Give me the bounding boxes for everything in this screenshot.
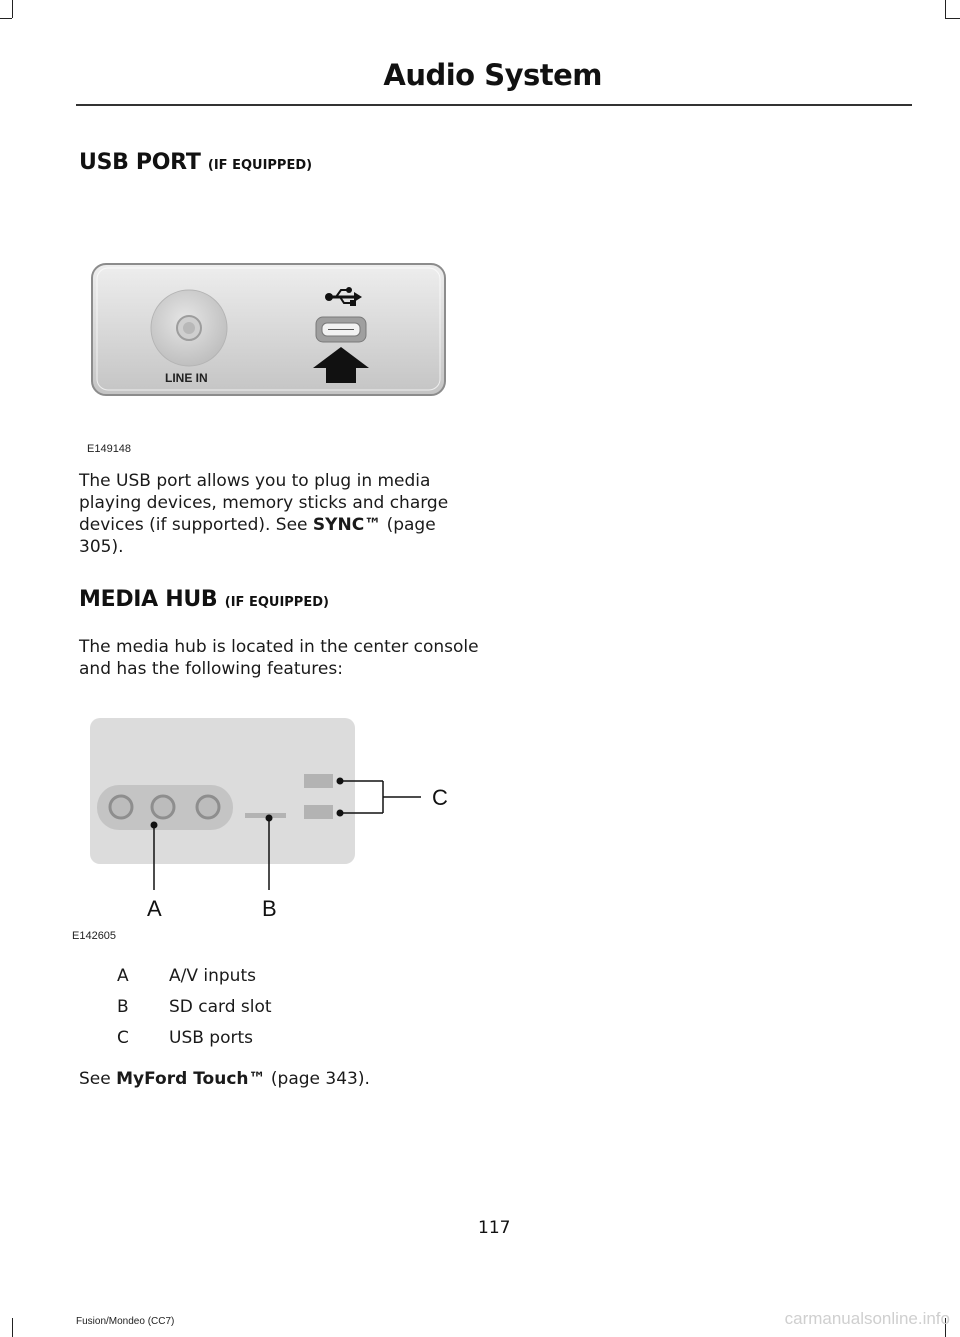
myford-touch-reference: [79, 1068, 479, 1090]
legend-text: SD card slot: [169, 997, 272, 1017]
page-number: 117: [478, 1218, 511, 1238]
usb-panel: [92, 264, 445, 395]
legend-letter: A: [117, 966, 129, 986]
crop-mark-top-right-v: [945, 0, 946, 18]
line-in-jack: [151, 290, 227, 366]
usb-port-description: [79, 470, 479, 558]
legend-text: A/V inputs: [169, 966, 256, 986]
see-page: (page 343).: [265, 1069, 370, 1089]
watermark: carmanualsonline.info: [784, 1309, 950, 1328]
legend-text: USB ports: [169, 1028, 254, 1048]
media-figure-code: E142605: [72, 930, 117, 942]
media-hub-intro: The media hub is located in the center console and has the following features:: [79, 637, 479, 679]
usb-socket: [316, 317, 366, 342]
callout-c: C: [432, 785, 448, 810]
av-input-jacks: [110, 796, 219, 818]
media-hub-figure: [85, 712, 465, 922]
sd-card-slot: [245, 813, 286, 818]
myford-touch-link: MyFord Touch™: [116, 1069, 266, 1089]
line-in-label: LINE IN: [165, 371, 208, 385]
crop-mark-top-left-h: [0, 18, 12, 19]
header-divider: [76, 104, 912, 106]
page-header-title: Audio System: [383, 58, 602, 92]
usb-port-heading: [79, 150, 312, 175]
media-hub-title: MEDIA HUB: [79, 587, 218, 612]
media-hub-heading: [79, 587, 329, 612]
crop-mark-top-left-v: [12, 0, 13, 18]
see-text: See: [79, 1069, 117, 1089]
crop-mark-top-right-h: [945, 18, 960, 19]
usb-port-lower: [304, 805, 333, 819]
sync-reference: SYNC™: [312, 515, 382, 535]
legend-letter: C: [117, 1028, 129, 1048]
usb-desc-text: The USB port allows you to plug in media playing devices, memory sticks and charge devices (if supported). See: [79, 471, 449, 535]
crop-mark-bottom-left-v: [12, 1318, 13, 1337]
usb-figure-code: E149148: [87, 443, 132, 455]
footer-model: Fusion/Mondeo (CC7): [76, 1316, 175, 1327]
usb-port-figure: [85, 255, 455, 405]
media-hub-qualifier: (IF EQUIPPED): [224, 595, 329, 610]
legend-letter: B: [117, 997, 129, 1017]
callout-b: B: [262, 896, 277, 921]
usb-port-title: USB PORT: [79, 150, 201, 175]
usb-port-upper: [304, 774, 333, 788]
callout-a: A: [147, 896, 162, 921]
usb-port-qualifier: (IF EQUIPPED): [207, 158, 313, 173]
usb-desc-page: (page 305).: [79, 515, 436, 557]
